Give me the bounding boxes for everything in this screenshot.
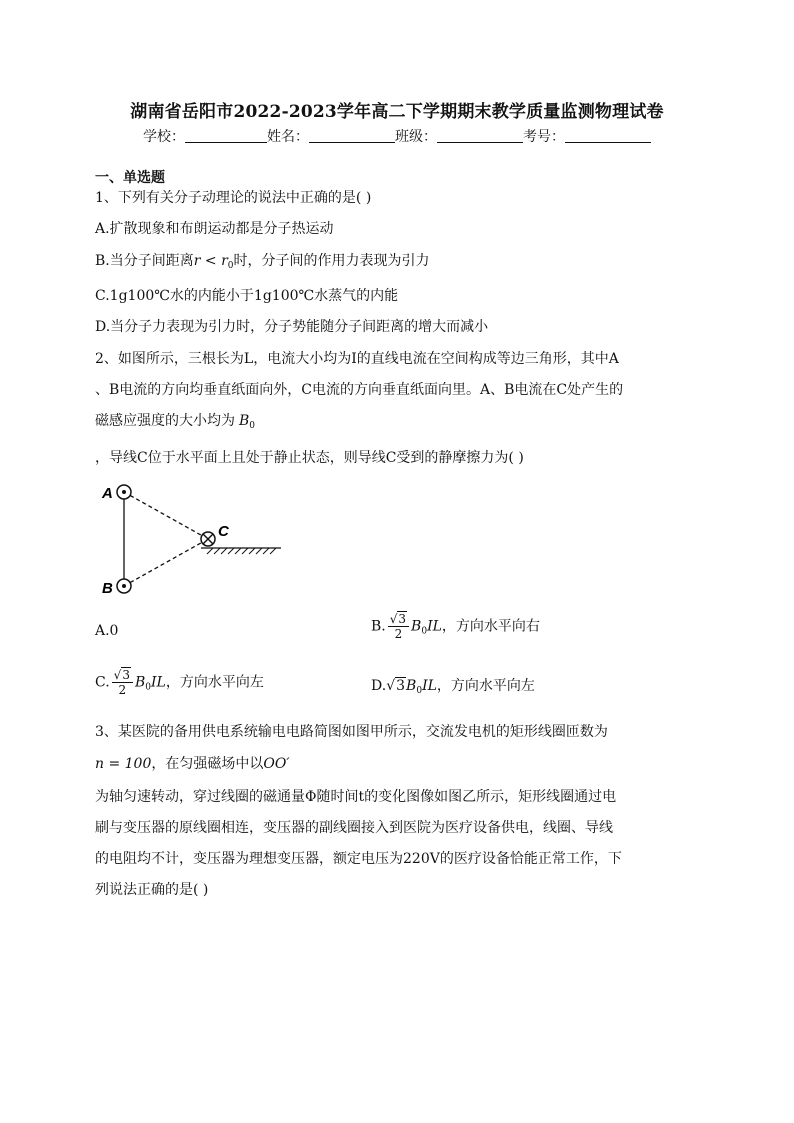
school-label: 学校： (143, 129, 185, 145)
q3-stem-line-4: 刷与变压器的原线圈相连，变压器的副线圈接入到医院为医疗设备供电，线圈、导线 (95, 820, 613, 836)
q1-option-c: C.1g100℃水的内能小于1g100℃水蒸气的内能 (95, 288, 399, 304)
q3-stem-line-6: 列说法正确的是( ) (95, 882, 209, 898)
class-blank (437, 128, 523, 143)
current-b-out-icon (117, 579, 131, 593)
q3-stem-line-2: n = 100，在匀强磁场中以OO′ (95, 756, 290, 772)
q1-stem: 1、下列有关分子动理论的说法中正确的是( ) (95, 190, 372, 206)
exam-no-blank (565, 128, 651, 143)
section-heading: 一、单选题 (95, 170, 165, 186)
q2-option-d: $D.√3B_0IL$，方向水平向左 (371, 678, 535, 696)
page-title: 湖南省岳阳市2022-2023学年高二下学期期末教学质量监测物理试卷 (130, 102, 664, 122)
q2-stem-line-4: ，导线C位于水平面上且处于静止状态，则导线C受到的静摩擦力为( ) (95, 450, 524, 466)
q1-option-d: D.当分子力表现为引力时，分子势能随分子间距离的增大而减小 (95, 319, 489, 335)
current-c-in-icon (201, 532, 215, 546)
q3-stem-line-3: 为轴匀速转动，穿过线圈的磁通量Φ随时间t的变化图像如图乙所示，矩形线圈通过电 (95, 789, 617, 805)
label-b: B (102, 580, 113, 597)
q2-stem-line-2: 、B电流的方向均垂直纸面向外，C电流的方向垂直纸面向里。A、B电流在C处产生的 (95, 382, 624, 398)
q2-option-b: B. $\frac{√3}{2}$ $B_0IL$，方向水平向右 (371, 612, 540, 641)
q1-option-b: B.当分子间距离$r < r_0$时，分子间的作用力表现为引力 (95, 253, 430, 271)
student-info-row (0, 126, 794, 146)
label-a: A (102, 485, 113, 502)
label-c: C (218, 523, 229, 540)
school-blank (185, 128, 267, 143)
q2-option-c: C. $\frac{√3}{2}$ $B_0IL$，方向水平向左 (95, 668, 264, 697)
current-a-out-icon (117, 485, 131, 499)
q3-stem-line-5: 的电阻均不计，变压器为理想变压器，额定电压为220V的医疗设备恰能正常工作，下 (95, 851, 622, 867)
name-label: 姓名： (267, 129, 309, 145)
q2-stem-line-3: 磁感应强度的大小均为 $B_0$ (95, 413, 256, 431)
exam-no-label: 考号： (523, 129, 565, 145)
name-blank (309, 128, 395, 143)
current-triangle-figure (95, 478, 295, 600)
q1-option-a: A.扩散现象和布朗运动都是分子热运动 (95, 221, 334, 237)
class-label: 班级： (395, 129, 437, 145)
q3-stem-line-1: 3、某医院的备用供电系统输电电路简图如图甲所示，交流发电机的矩形线圈匝数为 (95, 724, 608, 740)
q2-stem-line-1: 2、如图所示，三根长为L，电流大小均为I的直线电流在空间构成等边三角形，其中A (95, 351, 619, 367)
q2-option-a: A.0 (95, 623, 119, 639)
